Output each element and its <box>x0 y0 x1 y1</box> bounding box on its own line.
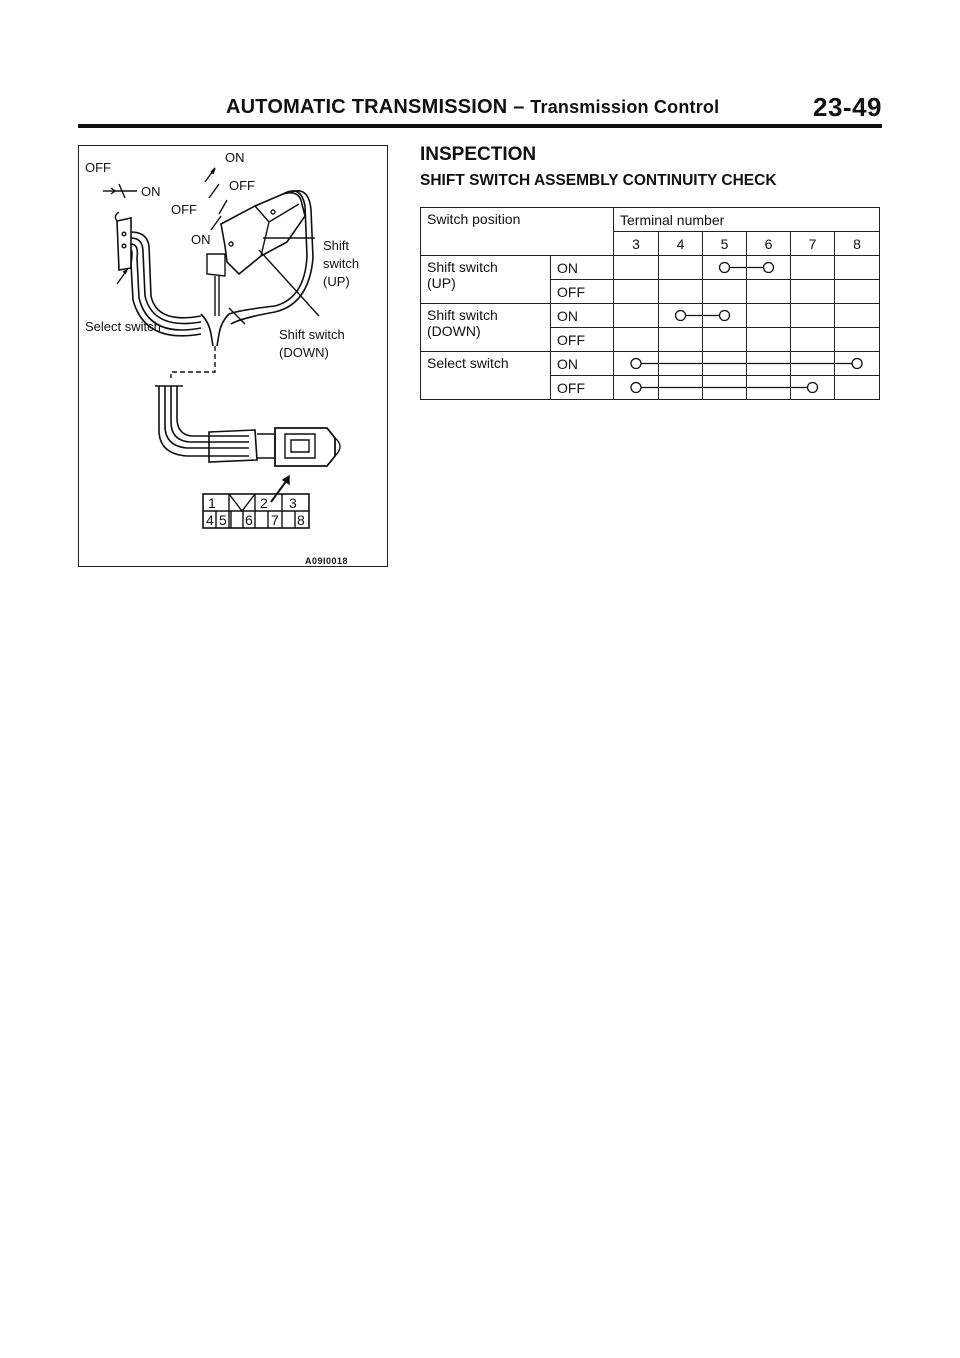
terminal-cell <box>747 352 791 376</box>
header-switch-position: Switch position <box>421 208 614 256</box>
terminal-cell <box>747 328 791 352</box>
header-terminal-number: Terminal number <box>614 208 880 232</box>
label-shift-up-1: Shift <box>323 238 350 253</box>
state-on: ON <box>551 352 614 376</box>
terminal-header: 7 <box>791 232 835 256</box>
terminal-cell <box>835 376 880 400</box>
pin-6: 6 <box>245 512 253 528</box>
pin-3: 3 <box>289 495 297 511</box>
terminal-cell <box>703 280 747 304</box>
label-off-top: OFF <box>85 160 111 175</box>
terminal-cell <box>659 280 703 304</box>
row-name-shift-up <box>421 256 551 304</box>
section-subtitle: SHIFT SWITCH ASSEMBLY CONTINUITY CHECK <box>420 172 777 189</box>
page-number: 23-49 <box>813 92 882 122</box>
switch-assembly-drawing <box>79 146 389 568</box>
state-off: OFF <box>551 280 614 304</box>
title-main: AUTOMATIC TRANSMISSION <box>226 96 508 118</box>
terminal-header: 6 <box>747 232 791 256</box>
label-shift-down-2: (DOWN) <box>279 345 329 360</box>
section-title: INSPECTION <box>420 144 537 165</box>
terminal-cell <box>703 304 747 328</box>
pin-5: 5 <box>219 512 227 528</box>
state-on: ON <box>551 304 614 328</box>
terminal-cell <box>835 256 880 280</box>
row-name-line: Shift switch <box>427 307 498 323</box>
label-on-left: ON <box>141 184 161 199</box>
terminal-cell <box>835 304 880 328</box>
terminal-cell <box>791 304 835 328</box>
terminal-header: 8 <box>835 232 880 256</box>
terminal-cell <box>659 376 703 400</box>
terminal-cell <box>703 376 747 400</box>
pin-7: 7 <box>271 512 279 528</box>
terminal-cell <box>614 304 659 328</box>
table-header-row <box>421 208 880 232</box>
terminal-cell <box>747 256 791 280</box>
terminal-cell <box>791 328 835 352</box>
terminal-cell <box>614 280 659 304</box>
continuity-table <box>420 207 880 400</box>
figure-code: A09I0018 <box>305 556 349 566</box>
row-name-line: Shift switch <box>427 259 498 275</box>
label-off-mid: OFF <box>229 178 255 193</box>
terminal-cell <box>835 352 880 376</box>
pin-2: 2 <box>260 495 268 511</box>
label-shift-down-1: Shift switch <box>279 327 345 342</box>
terminal-cell <box>614 376 659 400</box>
row-name-line: (DOWN) <box>427 323 481 339</box>
shift-switch-figure <box>78 145 388 567</box>
terminal-cell <box>747 376 791 400</box>
terminal-cell <box>791 256 835 280</box>
terminal-cell <box>659 328 703 352</box>
terminal-cell <box>791 376 835 400</box>
label-shift-up-2: switch <box>323 256 360 271</box>
state-off: OFF <box>551 376 614 400</box>
header-rule <box>78 124 882 128</box>
row-name-shift-down <box>421 304 551 352</box>
terminal-cell <box>614 352 659 376</box>
terminal-cell <box>747 304 791 328</box>
page-header <box>78 92 882 126</box>
row-name-line: Select switch <box>427 355 509 371</box>
label-on-mid: ON <box>191 232 211 247</box>
terminal-header: 3 <box>614 232 659 256</box>
table-row <box>421 256 880 280</box>
label-on-top: ON <box>225 150 245 165</box>
terminal-cell <box>659 256 703 280</box>
title-sub: Transmission Control <box>530 97 720 117</box>
label-shift-up-3: (UP) <box>323 274 350 289</box>
page-title <box>226 96 719 119</box>
state-on: ON <box>551 256 614 280</box>
terminal-cell <box>659 352 703 376</box>
terminal-cell <box>703 352 747 376</box>
terminal-cell <box>614 256 659 280</box>
row-name-select <box>421 352 551 400</box>
terminal-header: 4 <box>659 232 703 256</box>
label-select-switch: Select switch <box>85 319 161 334</box>
terminal-cell <box>835 280 880 304</box>
terminal-cell <box>659 304 703 328</box>
terminal-cell <box>791 352 835 376</box>
row-name-line: (UP) <box>427 275 456 291</box>
terminal-cell <box>703 256 747 280</box>
table-row <box>421 352 880 376</box>
pin-8: 8 <box>297 512 305 528</box>
terminal-cell <box>791 280 835 304</box>
terminal-cell <box>835 328 880 352</box>
title-dash: – <box>507 96 531 118</box>
terminal-cell <box>614 328 659 352</box>
terminal-cell <box>747 280 791 304</box>
label-off-mid2: OFF <box>171 202 197 217</box>
terminal-header: 5 <box>703 232 747 256</box>
pin-1: 1 <box>208 495 216 511</box>
terminal-cell <box>703 328 747 352</box>
table-row <box>421 304 880 328</box>
pin-4: 4 <box>206 512 214 528</box>
state-off: OFF <box>551 328 614 352</box>
